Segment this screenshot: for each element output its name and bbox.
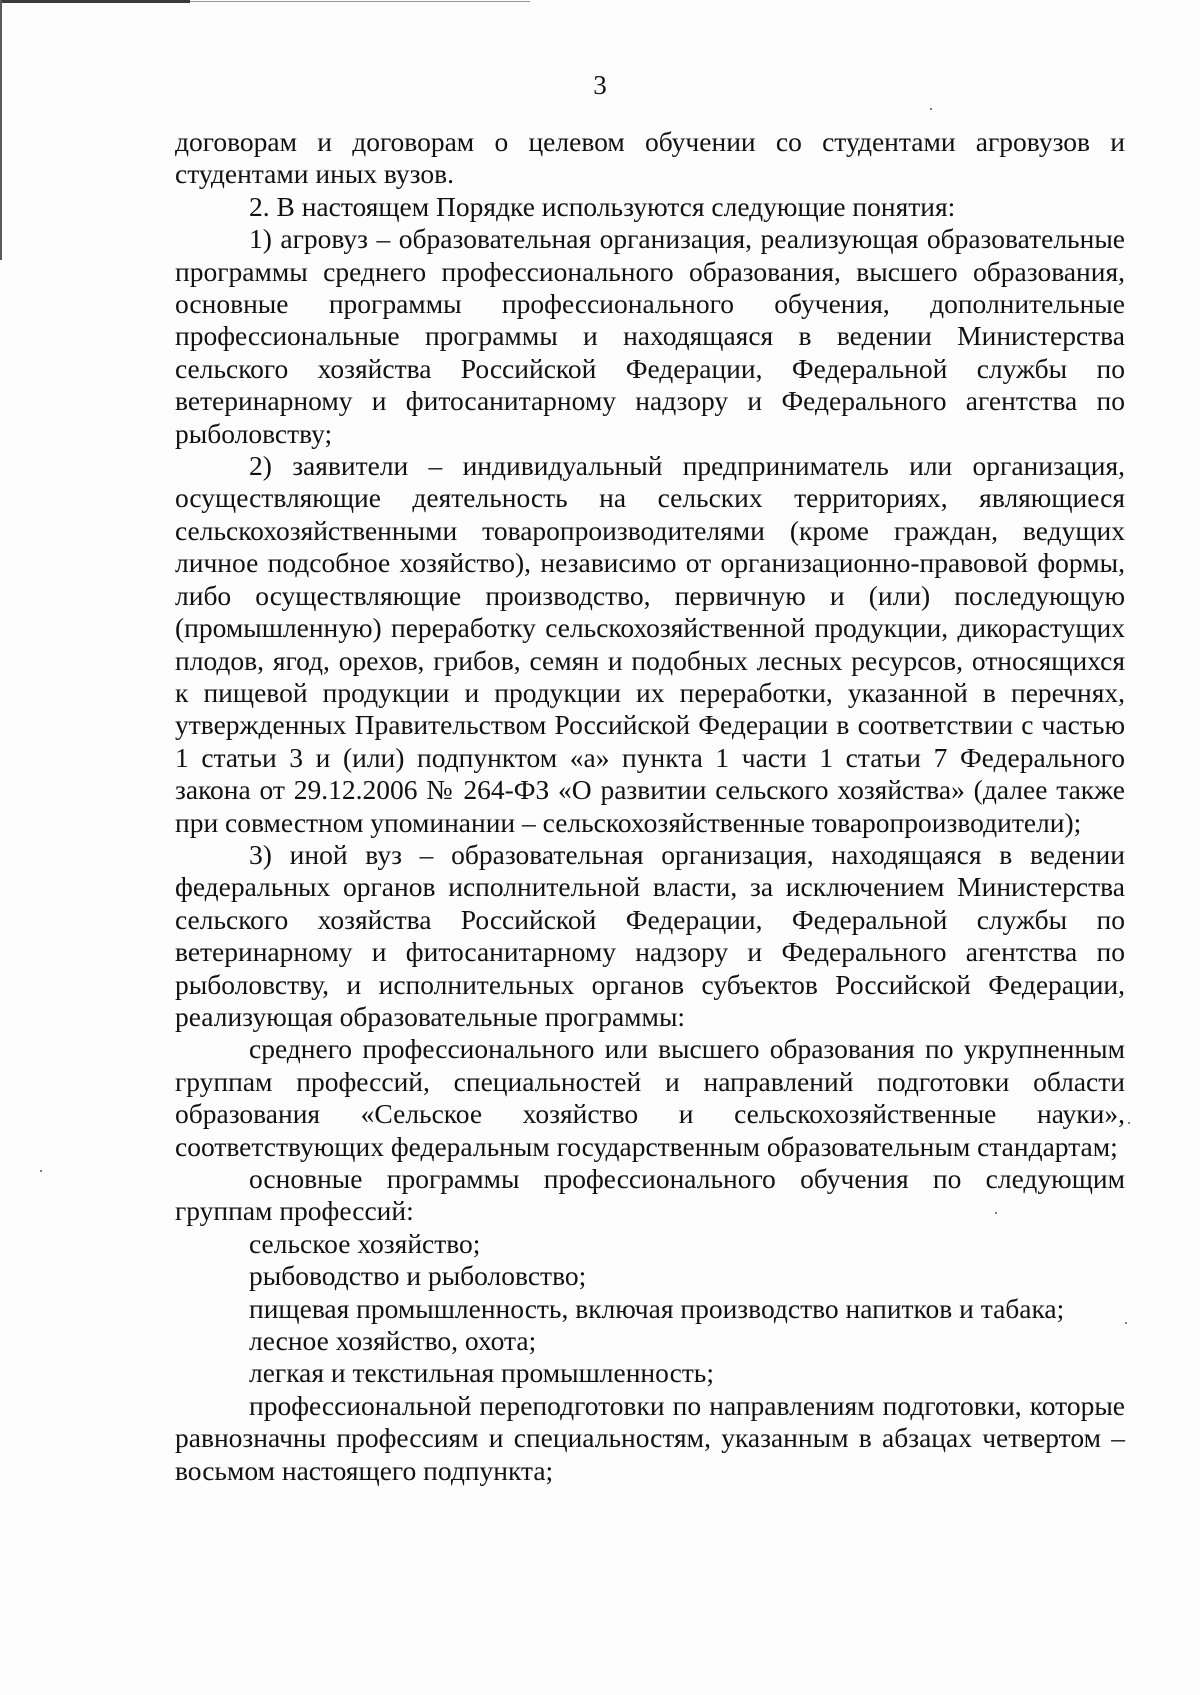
paragraph-applicants-definition: 2) заявители – индивидуальный предприниматель или организация, осуществляющие деятельность на сельских территориях, являющиеся сельскохозяйственными товаропроизводителями (кроме граждан, ведущих личное подсобное хозяйство), независимо от организационно-правовой формы, либо осуществляющие производство, первичную и (или) последующую (промышленную) переработку сельскохозяйственной продукции, дикорастущих плодов, ягод, орехов, грибов, семян и подобных лесных ресурсов, относящихся к пищевой продукции и продукции их переработки, указанной в перечнях, утвержденных Правительством Российской Федерации в соответствии с частью 1 статьи 3 и (или) подпунктом «а» пункта 1 части 1 статьи 7 Федерального закона от 29.12.2006 № 264-ФЗ «О развитии сельского хозяйства» (далее также при совместном упоминании – сельскохозяйственные товаропроизводители);	[175, 450, 1125, 838]
list-item-fishery: рыбоводство и рыболовство;	[249, 1260, 587, 1292]
list-item-light-industry: легкая и текстильная промышленность;	[249, 1357, 714, 1389]
paragraph-vocational-training: основные программы профессионального обучения по следующим группам профессий:	[175, 1163, 1125, 1227]
scan-speck	[1125, 1322, 1127, 1324]
paragraph-agrovuz-definition: 1) агровуз – образовательная организация, реализующая образовательные программы среднего профессионального образования, высшего образования, основные программы профессионального обучения, дополнительные профессиональные программы и находящаяся в ведении Министерства сельского хозяйства Российской Федерации, Федеральной службы по ветеринарному и фитосанитарному надзору и Федерального агентства по рыболовству;	[175, 223, 1125, 449]
paragraph-section-2: 2. В настоящем Порядке используются следующие понятия:	[249, 190, 956, 222]
scan-edge-mark	[190, 1, 530, 2]
list-item-forestry: лесное хозяйство, охота;	[249, 1325, 537, 1357]
paragraph-retraining: профессиональной переподготовки по направлениям подготовки, которые равнозначны профессиям и специальностям, указанным в абзацах четвертом – восьмом настоящего подпункта;	[175, 1389, 1125, 1486]
scan-speck	[930, 108, 932, 110]
paragraph-continuation: договорам и договорам о целевом обучении со студентами агровузов и студентами иных вузов.	[175, 126, 1125, 190]
scan-edge-mark	[0, 0, 190, 3]
page-number: 3	[593, 70, 607, 100]
paragraph-secondary-higher-education: среднего профессионального или высшего образования по укрупненным группам профессий, специальностей и направлений подготовки области образования «Сельское хозяйство и сельскохозяйственные науки», соответствующих федеральным государственным образовательным стандартам;	[175, 1033, 1125, 1162]
document-body	[175, 126, 1125, 1487]
list-item-food-industry: пищевая промышленность, включая производство напитков и табака;	[249, 1292, 1065, 1324]
scan-speck	[1128, 1122, 1130, 1124]
paragraph-other-university-definition: 3) иной вуз – образовательная организация, находящаяся в ведении федеральных органов исполнительной власти, за исключением Министерства сельского хозяйства Российской Федерации, Федеральной службы по ветеринарному и фитосанитарному надзору и Федерального агентства по рыболовству, и исполнительных органов субъектов Российской Федерации, реализующая образовательные программы:	[175, 838, 1125, 1032]
scan-speck	[40, 1170, 42, 1172]
scan-edge-mark	[0, 0, 2, 260]
list-item-agriculture: сельское хозяйство;	[249, 1227, 481, 1259]
